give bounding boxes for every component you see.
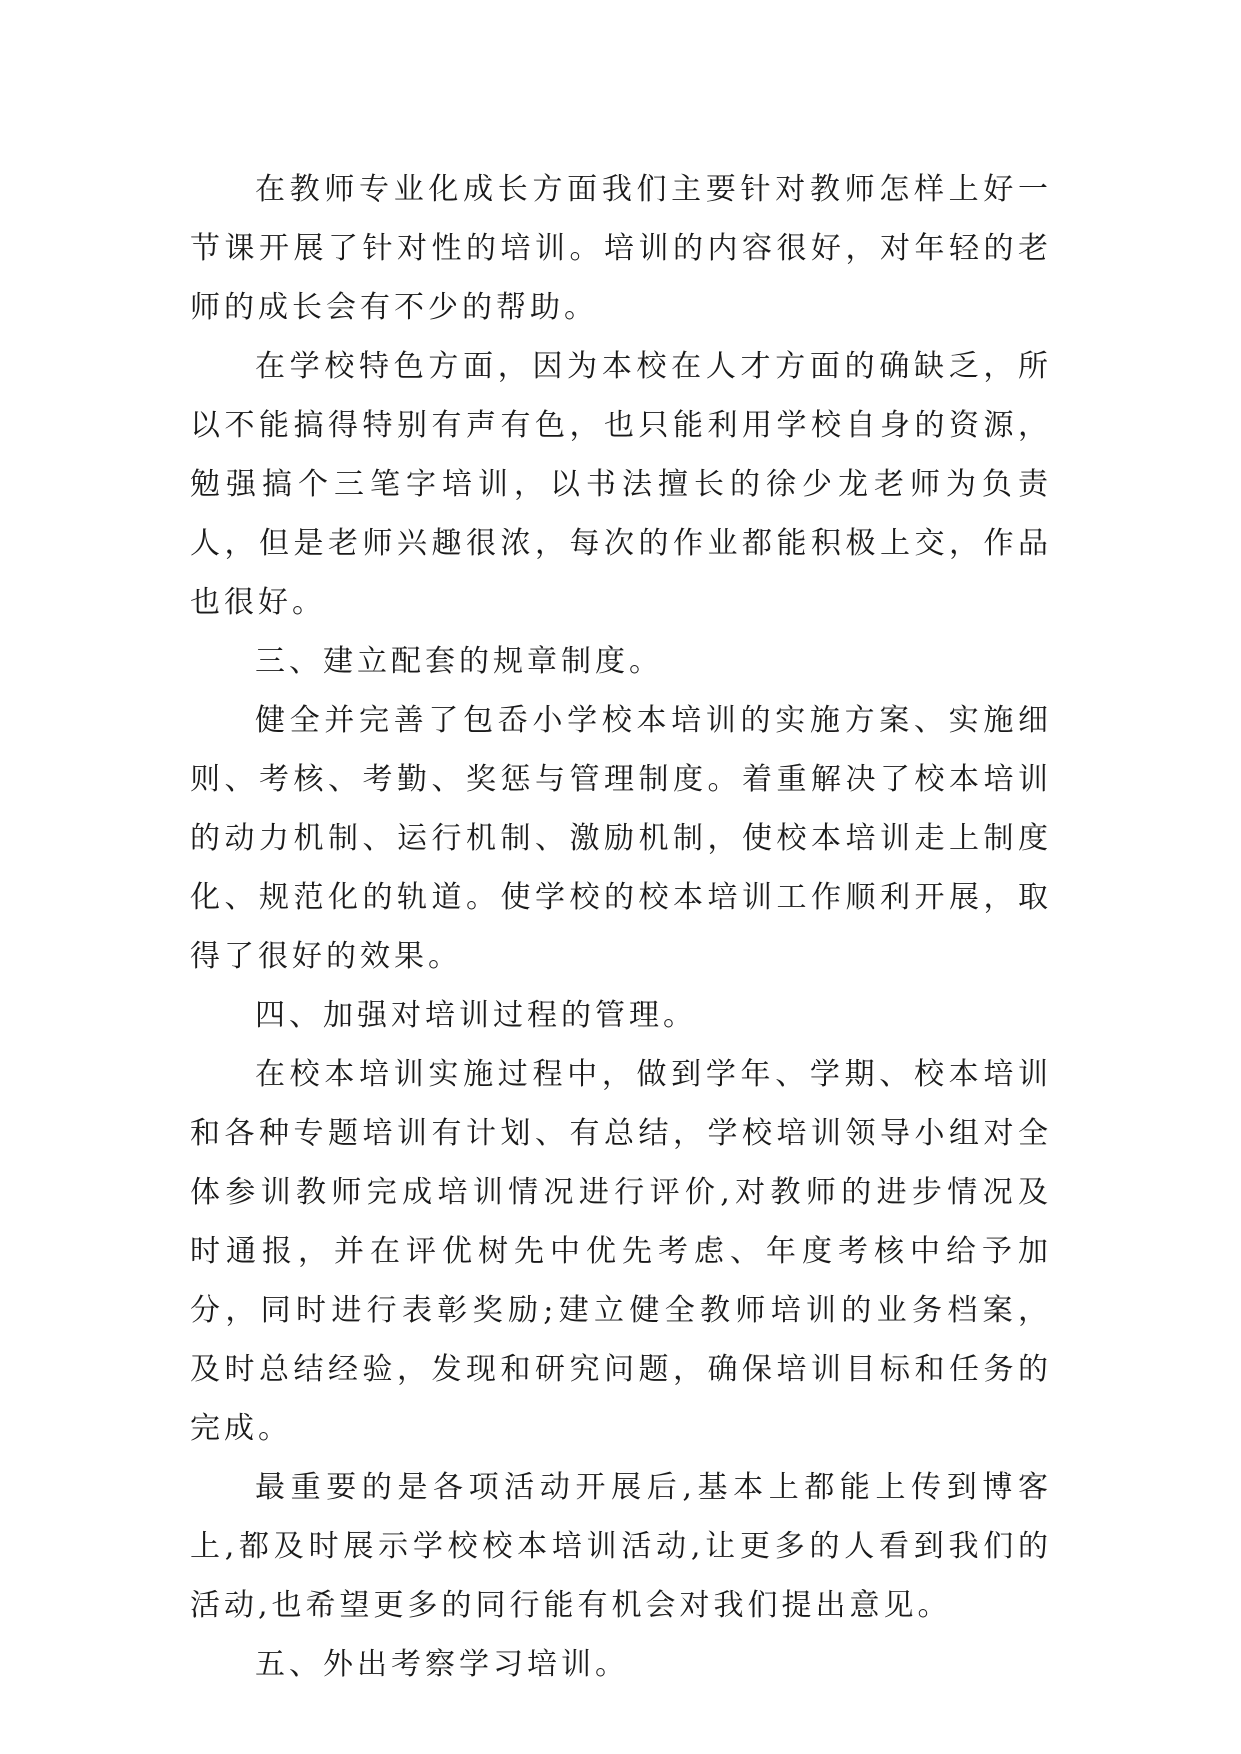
- document-body: [190, 160, 1052, 1694]
- paragraph-teacher-growth: 在教师专业化成长方面我们主要针对教师怎样上好一节课开展了针对性的培训。培训的内容很好，对年轻的老师的成长会有不少的帮助。: [190, 172, 1052, 325]
- section-heading-five: 五、外出考察学习培训。: [255, 1647, 629, 1682]
- section-heading-four: 四、加强对培训过程的管理。: [255, 998, 697, 1033]
- paragraph-school-features: 在学校特色方面，因为本校在人才方面的确缺乏，所以不能搞得特别有声有色，也只能利用学校自身的资源，勉强搞个三笔字培训，以书法擅长的徐少龙老师为负责人，但是老师兴趣很浓，每次的作业都能积极上交，作品也很好。: [190, 349, 1052, 620]
- paragraph-rules-system: 健全并完善了包岙小学校本培训的实施方案、实施细则、考核、考勤、奖惩与管理制度。着重解决了校本培训的动力机制、运行机制、激励机制，使校本培训走上制度化、规范化的轨道。使学校的校本培训工作顺利开展，取得了很好的效果。: [190, 703, 1052, 974]
- paragraph-process-management: 在校本培训实施过程中，做到学年、学期、校本培训和各种专题培训有计划、有总结，学校培训领导小组对全体参训教师完成培训情况进行评价,对教师的进步情况及时通报，并在评优树先中优先考虑、年度考核中给予加分，同时进行表彰奖励;建立健全教师培训的业务档案，及时总结经验，发现和研究问题，确保培训目标和任务的完成。: [190, 1057, 1052, 1446]
- section-heading-three: 三、建立配套的规章制度。: [255, 644, 663, 679]
- paragraph-blog-sharing: 最重要的是各项活动开展后,基本上都能上传到博客上,都及时展示学校校本培训活动,让更多的人看到我们的活动,也希望更多的同行能有机会对我们提出意见。: [190, 1470, 1052, 1623]
